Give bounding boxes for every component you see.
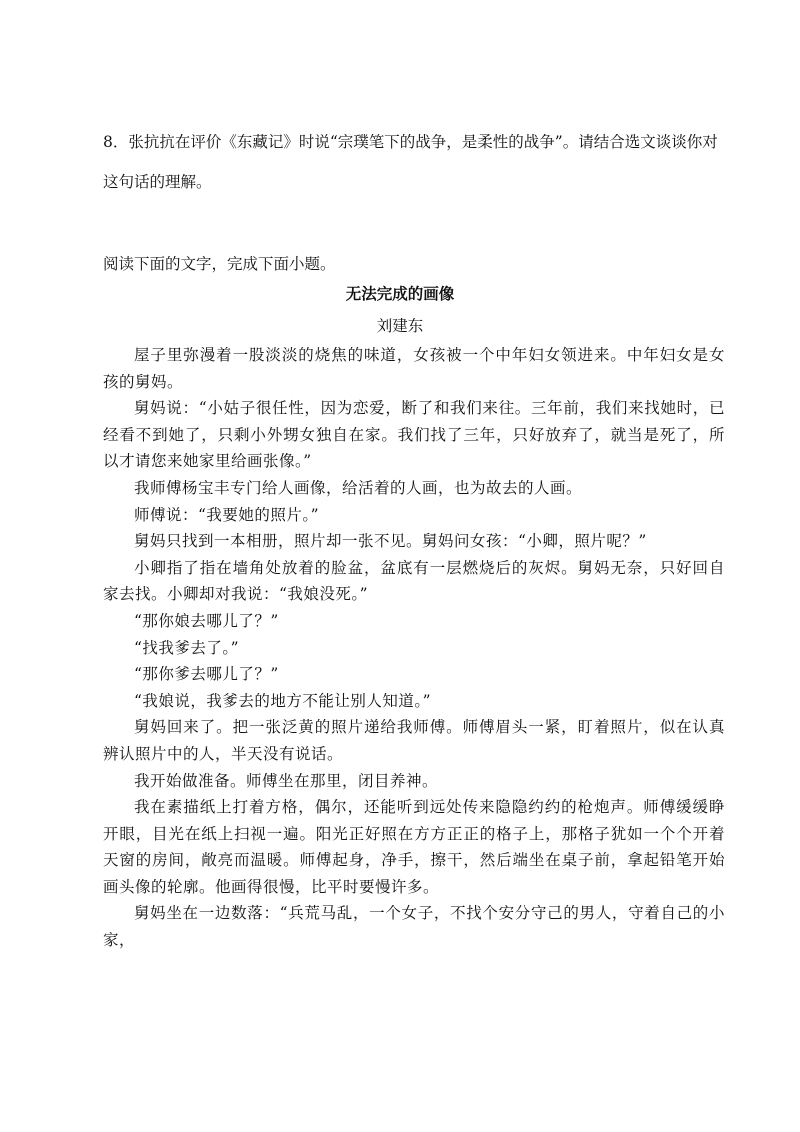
paragraph: “找我爹去了。” xyxy=(134,638,240,657)
paragraph: 师傅说：“我要她的照片。” xyxy=(134,505,320,524)
reading-instruction: 阅读下面的文字，完成下面小题。 xyxy=(103,255,336,273)
paragraph: 舅妈坐在一边数落：“兵荒马乱，一个女子，不找个安分守己的男人，守着自己的小家， xyxy=(103,904,725,950)
article-title: 无法完成的画像 xyxy=(345,284,455,303)
paragraph: “那你娘去哪儿了？” xyxy=(134,611,279,630)
paragraph: “那你爹去哪儿了？” xyxy=(134,665,279,684)
article-body xyxy=(103,342,725,954)
paragraph: 我开始做准备。师傅坐在那里，闭目养神。 xyxy=(134,771,439,790)
paragraph: 舅妈说：“小姑子很任性，因为恋爱，断了和我们来往。三年前，我们来找她时，已经看不到她了，只剩小外甥女独自在家。我们找了三年，只好放弃了，就当是死了，所以才请您来她家里给画张像。” xyxy=(103,399,725,471)
article-author: 刘建东 xyxy=(376,317,424,335)
paragraph: “我娘说，我爹去的地方不能让别人知道。” xyxy=(134,691,432,710)
paragraph: 舅妈回来了。把一张泛黄的照片递给我师傅。师傅眉头一紧，盯着照片，似在认真辨认照片中的人，半天没有说话。 xyxy=(103,718,725,763)
paragraph: 我师傅杨宝丰专门给人画像，给活着的人画，也为故去的人画。 xyxy=(134,478,583,497)
paragraph: 屋子里弥漫着一股淡淡的烧焦的味道，女孩被一个中年妇女领进来。中年妇女是女孩的舅妈。 xyxy=(103,346,725,391)
paragraph: 我在素描纸上打着方格，偶尔，还能听到远处传来隐隐约约的枪炮声。师傅缓缓睁开眼，目光在纸上扫视一遍。阳光正好照在方方正正的格子上，那格子犹如一个个开着天窗的房间，敞亮而温暖。师傅起身，净手，擦干，然后端坐在桌子前，拿起铅笔开始画头像的轮廓。他画得很慢，比平时要慢许多。 xyxy=(103,798,725,896)
paragraph: 小卿指了指在墙角处放着的脸盆，盆底有一层燃烧后的灰烬。舅妈无奈，只好回自家去找。小卿却对我说：“我娘没死。” xyxy=(103,558,725,604)
paragraph: 舅妈只找到一本相册，照片却一张不见。舅妈问女孩：“小卿，照片呢？” xyxy=(134,532,647,551)
question-8: 8．张抗抗在评价《东藏记》时说“宗璞笔下的战争，是柔性的战争”。请结合选文谈谈你对这句话的理解。 xyxy=(103,133,718,191)
